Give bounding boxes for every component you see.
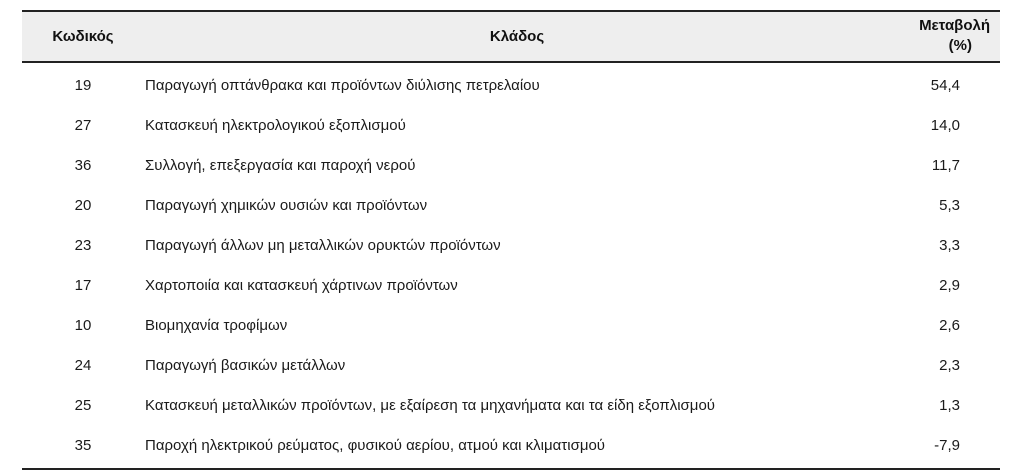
table-row — [22, 426, 1000, 466]
row-change: 54,4 — [930, 77, 960, 94]
header-code: Κωδικός — [52, 28, 114, 45]
row-code: 20 — [74, 197, 92, 214]
row-sector: Παραγωγή χημικών ουσιών και προϊόντων — [145, 197, 428, 214]
row-code: 23 — [74, 237, 92, 254]
table-row — [22, 66, 1000, 106]
row-sector: Παραγωγή οπτάνθρακα και προϊόντων διύλισης πετρελαίου — [145, 77, 540, 94]
table-row — [22, 306, 1000, 346]
row-change: 2,6 — [939, 317, 960, 334]
row-sector: Βιομηχανία τροφίμων — [145, 317, 288, 334]
table-header — [22, 12, 1000, 63]
row-change: 2,9 — [939, 277, 960, 294]
row-sector: Κατασκευή ηλεκτρολογικού εξοπλισμού — [145, 117, 406, 134]
header-change-unit: (%) — [948, 37, 972, 54]
row-code: 10 — [74, 317, 92, 334]
row-change: 11,7 — [931, 157, 960, 174]
row-code: 24 — [74, 357, 92, 374]
row-sector: Παροχή ηλεκτρικού ρεύματος, φυσικού αερίου, ατμού και κλιματισμού — [145, 437, 606, 454]
row-change: -7,9 — [934, 437, 960, 454]
header-change — [880, 16, 990, 56]
row-sector: Συλλογή, επεξεργασία και παροχή νερού — [145, 157, 416, 174]
row-code: 25 — [74, 397, 92, 414]
table-row — [22, 226, 1000, 266]
row-sector: Κατασκευή μεταλλικών προϊόντων, με εξαίρεση τα μηχανήματα και τα είδη εξοπλισμού — [145, 397, 715, 414]
row-sector: Χαρτοποιία και κατασκευή χάρτινων προϊόντων — [145, 277, 458, 294]
row-code: 19 — [74, 77, 92, 94]
header-change-label: Μεταβολή — [919, 17, 990, 34]
row-change: 2,3 — [939, 357, 960, 374]
row-change: 1,3 — [939, 397, 960, 414]
data-table — [22, 10, 1000, 470]
row-change: 14,0 — [930, 117, 960, 134]
header-sector: Κλάδος — [489, 28, 545, 45]
table-row — [22, 106, 1000, 146]
row-code: 17 — [74, 277, 92, 294]
row-change: 3,3 — [939, 237, 960, 254]
row-sector: Παραγωγή άλλων μη μεταλλικών ορυκτών προϊόντων — [145, 237, 501, 254]
table-row — [22, 346, 1000, 386]
table-row — [22, 186, 1000, 226]
row-code: 35 — [74, 437, 92, 454]
row-code: 27 — [74, 117, 92, 134]
row-sector: Παραγωγή βασικών μετάλλων — [145, 357, 346, 374]
row-code: 36 — [74, 157, 92, 174]
table-body — [22, 63, 1000, 468]
table-row — [22, 266, 1000, 306]
table-row — [22, 386, 1000, 426]
row-change: 5,3 — [939, 197, 960, 214]
table-row — [22, 146, 1000, 186]
bottom-rule — [22, 468, 1000, 470]
